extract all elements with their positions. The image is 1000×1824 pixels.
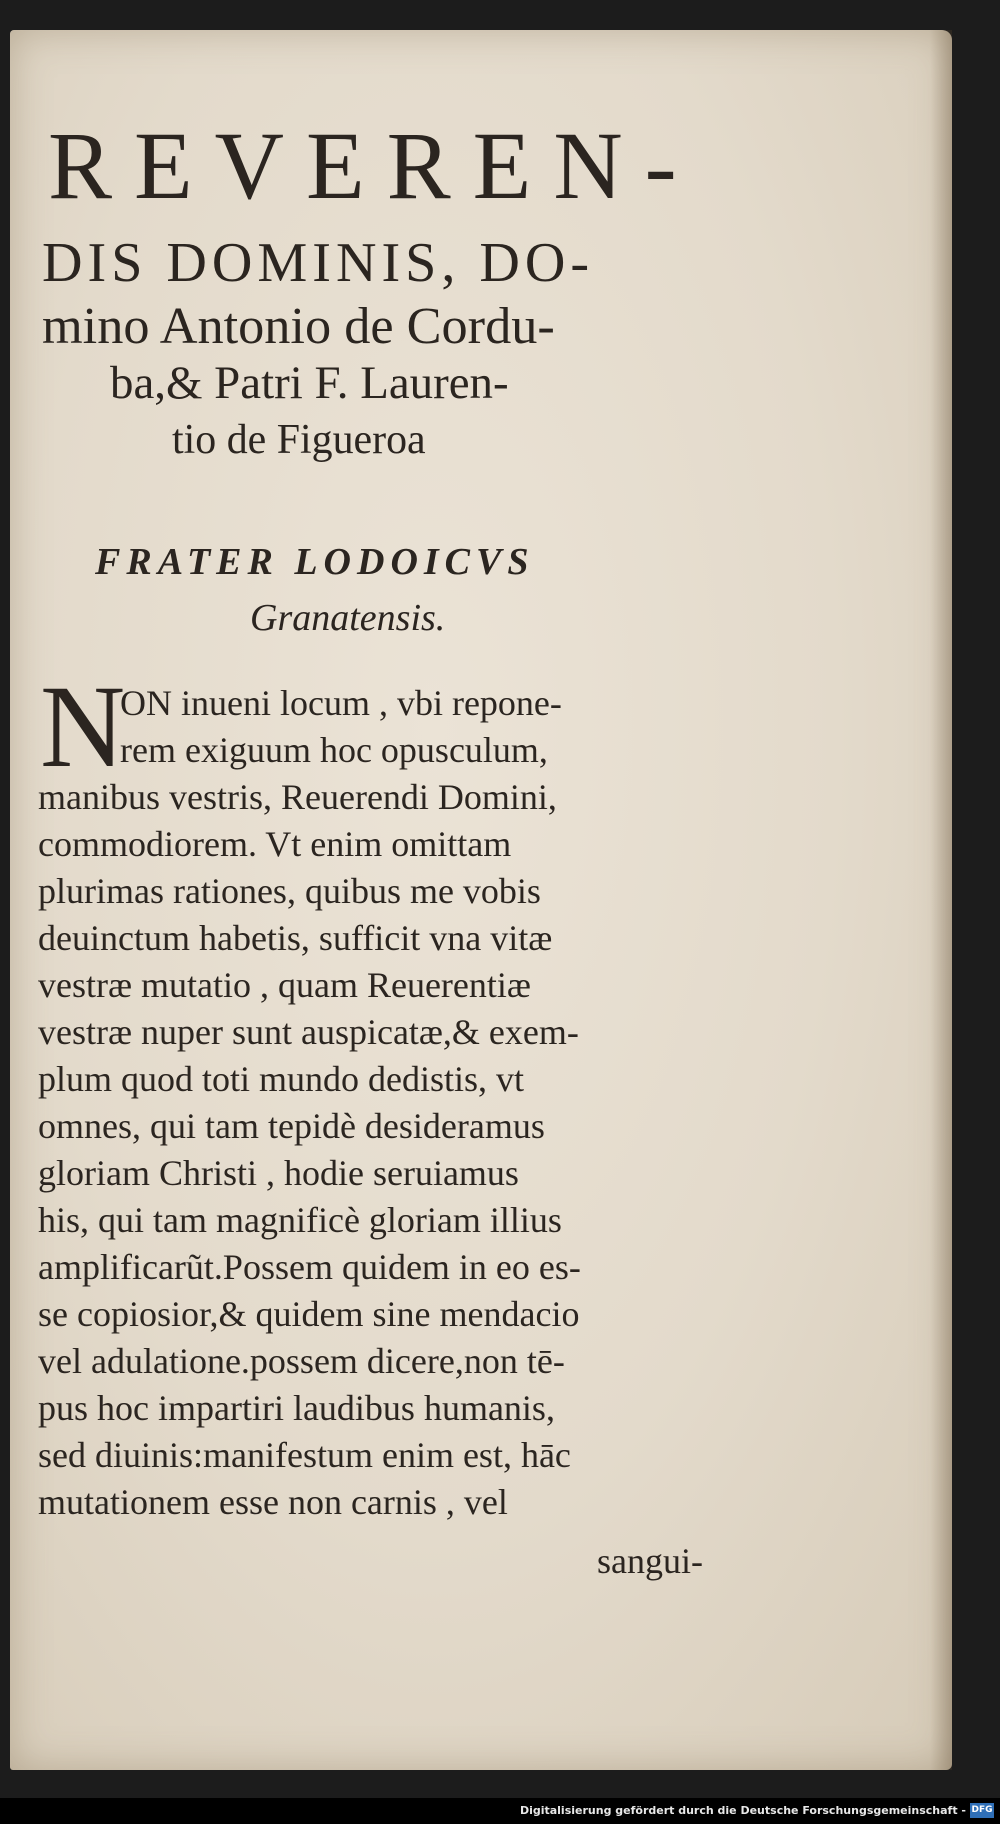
body-line: his, qui tam magnificè gloriam illius	[38, 1200, 562, 1240]
body-line: amplificarũt.Possem quidem in eo es-	[38, 1247, 581, 1287]
body-line: pus hoc impartiri laudibus humanis,	[38, 1388, 555, 1428]
body-line: plum quod toti mundo dedistis, vt	[38, 1059, 525, 1099]
body-line: ON inueni locum , vbi repone-	[120, 683, 562, 723]
body-line: vel adulatione.possem dicere,non tē-	[38, 1341, 565, 1381]
page-edge-shadow	[930, 30, 952, 1770]
drop-cap-initial: N	[40, 661, 126, 792]
body-line: manibus vestris, Reuerendi Domini,	[38, 777, 557, 817]
body-line: omnes, qui tam tepidè desideramus	[38, 1106, 545, 1146]
heading-line-4: ba,& Patri F. Lauren-	[110, 357, 509, 409]
body-line: vestræ nuper sunt auspicatæ,& exem-	[38, 1012, 579, 1052]
body-line: rem exiguum hoc opusculum,	[120, 730, 548, 770]
heading-line-5: tio de Figueroa	[172, 417, 426, 463]
catchword: sangui-	[597, 1541, 703, 1581]
body-line: mutationem esse non carnis , vel	[38, 1482, 508, 1522]
body-line: deuinctum habetis, sufficit vna vitæ	[38, 918, 553, 958]
heading-line-2: DIS DOMINIS, DO-	[42, 232, 595, 294]
body-line: sed diuinis:manifestum enim est, hāc	[38, 1435, 571, 1475]
body-line: gloriam Christi , hodie seruiamus	[38, 1153, 519, 1193]
author-origin: Granatensis.	[250, 597, 446, 639]
heading-line-3: mino Antonio de Cordu-	[42, 297, 555, 355]
digitization-credit: Digitalisierung gefördert durch die Deutsche Forschungsgemeinschaft -	[519, 1804, 966, 1817]
heading-line-1: REVEREN-	[48, 112, 699, 219]
author-name: FRATER LODOICVS	[95, 541, 535, 583]
body-line: vestræ mutatio , quam Reuerentiæ	[38, 965, 531, 1005]
body-line: commodiorem. Vt enim omittam	[38, 824, 512, 864]
dfg-logo: DFG	[970, 1803, 994, 1818]
body-line: plurimas rationes, quibus me vobis	[38, 871, 541, 911]
body-line: se copiosior,& quidem sine mendacio	[38, 1294, 580, 1334]
